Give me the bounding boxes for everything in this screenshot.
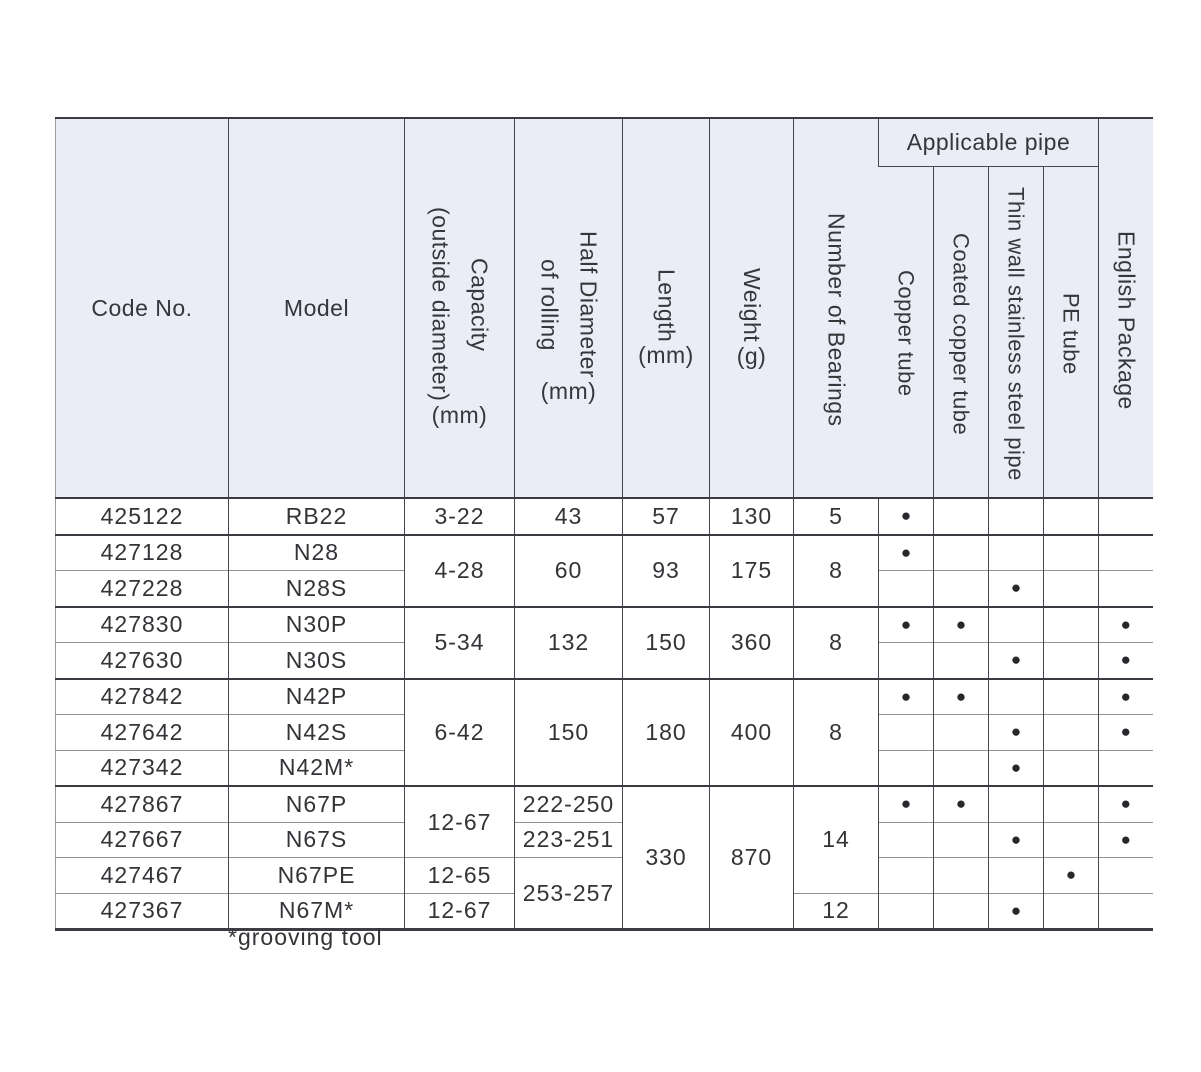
header-capacity: Capacity (outside diameter) (mm) bbox=[405, 118, 515, 498]
cell-pe-dot bbox=[1044, 571, 1099, 607]
cell-bearings: 12 bbox=[794, 893, 879, 930]
cell-code: 427667 bbox=[56, 822, 229, 858]
cell-coated-dot bbox=[934, 822, 989, 858]
cell-pe-dot: ● bbox=[1044, 858, 1099, 894]
header-half-diameter: Half Diameter of rolling (mm) bbox=[515, 118, 623, 498]
cell-coated-dot bbox=[934, 715, 989, 751]
header-english-package: English Package bbox=[1099, 118, 1153, 498]
cell-english-dot: ● bbox=[1099, 679, 1153, 715]
product-spec-table bbox=[55, 117, 1153, 931]
cell-weight: 400 bbox=[710, 679, 794, 787]
table-row bbox=[56, 498, 1153, 535]
spec-table-container bbox=[55, 117, 1152, 931]
cell-length: 330 bbox=[623, 786, 710, 930]
cell-capacity: 4-28 bbox=[405, 535, 515, 607]
cell-thin-dot bbox=[989, 786, 1044, 822]
cell-coated-dot bbox=[934, 893, 989, 930]
cell-coated-dot bbox=[934, 858, 989, 894]
cell-copper-dot bbox=[879, 643, 934, 679]
cell-capacity: 12-67 bbox=[405, 893, 515, 930]
cell-copper-dot: ● bbox=[879, 679, 934, 715]
cell-capacity: 3-22 bbox=[405, 498, 515, 535]
header-bearings: Number of Bearings bbox=[794, 118, 879, 498]
cell-model: N67S bbox=[229, 822, 405, 858]
cell-pe-dot bbox=[1044, 893, 1099, 930]
cell-english-dot: ● bbox=[1099, 607, 1153, 643]
table-row bbox=[56, 679, 1153, 715]
length-unit: (mm) bbox=[638, 342, 694, 369]
cell-code: 427128 bbox=[56, 535, 229, 571]
table-row bbox=[56, 822, 1153, 858]
cell-coated-dot: ● bbox=[934, 679, 989, 715]
cell-copper-dot bbox=[879, 750, 934, 786]
header-code: Code No. bbox=[56, 118, 229, 498]
cell-code: 427642 bbox=[56, 715, 229, 751]
cell-coated-dot bbox=[934, 498, 989, 535]
cell-english-dot: ● bbox=[1099, 822, 1153, 858]
cell-code: 427867 bbox=[56, 786, 229, 822]
cell-copper-dot: ● bbox=[879, 607, 934, 643]
cell-english-dot: ● bbox=[1099, 715, 1153, 751]
cell-weight: 130 bbox=[710, 498, 794, 535]
cell-half-diameter: 43 bbox=[515, 498, 623, 535]
cell-coated-dot bbox=[934, 750, 989, 786]
cell-coated-dot bbox=[934, 571, 989, 607]
cell-pe-dot bbox=[1044, 679, 1099, 715]
table-row bbox=[56, 786, 1153, 822]
cell-capacity: 5-34 bbox=[405, 607, 515, 679]
cell-model: N28 bbox=[229, 535, 405, 571]
weight-unit: (g) bbox=[736, 342, 767, 369]
cell-length: 93 bbox=[623, 535, 710, 607]
cell-thin-dot bbox=[989, 858, 1044, 894]
half-diameter-unit: (mm) bbox=[540, 378, 597, 405]
table-header bbox=[56, 118, 1153, 498]
cell-half-diameter: 60 bbox=[515, 535, 623, 607]
cell-thin-dot: ● bbox=[989, 571, 1044, 607]
cell-thin-dot: ● bbox=[989, 715, 1044, 751]
cell-model: RB22 bbox=[229, 498, 405, 535]
cell-copper-dot bbox=[879, 715, 934, 751]
cell-pe-dot bbox=[1044, 643, 1099, 679]
cell-code: 427342 bbox=[56, 750, 229, 786]
header-weight: Weight (g) bbox=[710, 118, 794, 498]
cell-code: 427630 bbox=[56, 643, 229, 679]
cell-english-dot bbox=[1099, 858, 1153, 894]
cell-model: N67M* bbox=[229, 893, 405, 930]
cell-thin-dot bbox=[989, 679, 1044, 715]
cell-thin-dot: ● bbox=[989, 893, 1044, 930]
cell-english-dot: ● bbox=[1099, 786, 1153, 822]
cell-pe-dot bbox=[1044, 786, 1099, 822]
cell-thin-dot: ● bbox=[989, 822, 1044, 858]
header-coated-copper-tube: Coated copper tube bbox=[934, 166, 989, 498]
cell-code: 427830 bbox=[56, 607, 229, 643]
cell-coated-dot: ● bbox=[934, 786, 989, 822]
cell-copper-dot bbox=[879, 571, 934, 607]
cell-copper-dot: ● bbox=[879, 498, 934, 535]
cell-thin-dot: ● bbox=[989, 750, 1044, 786]
table-row bbox=[56, 607, 1153, 643]
cell-half-diameter: 253-257 bbox=[515, 858, 623, 930]
cell-bearings: 8 bbox=[794, 679, 879, 787]
cell-model: N42P bbox=[229, 679, 405, 715]
cell-pe-dot bbox=[1044, 498, 1099, 535]
cell-pe-dot bbox=[1044, 607, 1099, 643]
cell-copper-dot: ● bbox=[879, 786, 934, 822]
cell-code: 427367 bbox=[56, 893, 229, 930]
cell-length: 57 bbox=[623, 498, 710, 535]
cell-english-dot bbox=[1099, 498, 1153, 535]
cell-bearings: 14 bbox=[794, 786, 879, 893]
cell-capacity: 6-42 bbox=[405, 679, 515, 787]
cell-capacity: 12-67 bbox=[405, 786, 515, 858]
cell-capacity: 12-65 bbox=[405, 858, 515, 894]
cell-code: 427467 bbox=[56, 858, 229, 894]
header-copper-tube: Copper tube bbox=[879, 166, 934, 498]
cell-thin-dot bbox=[989, 498, 1044, 535]
cell-length: 150 bbox=[623, 607, 710, 679]
cell-code: 427842 bbox=[56, 679, 229, 715]
cell-weight: 360 bbox=[710, 607, 794, 679]
cell-thin-dot bbox=[989, 607, 1044, 643]
cell-model: N67PE bbox=[229, 858, 405, 894]
cell-english-dot bbox=[1099, 750, 1153, 786]
cell-thin-dot bbox=[989, 535, 1044, 571]
cell-copper-dot bbox=[879, 822, 934, 858]
header-length: Length (mm) bbox=[623, 118, 710, 498]
cell-weight: 870 bbox=[710, 786, 794, 930]
cell-pe-dot bbox=[1044, 750, 1099, 786]
cell-half-diameter: 132 bbox=[515, 607, 623, 679]
header-row-top bbox=[56, 118, 1153, 166]
cell-coated-dot bbox=[934, 535, 989, 571]
cell-half-diameter: 222-250 bbox=[515, 786, 623, 822]
cell-thin-dot: ● bbox=[989, 643, 1044, 679]
table-row bbox=[56, 535, 1153, 571]
cell-model: N67P bbox=[229, 786, 405, 822]
cell-coated-dot: ● bbox=[934, 607, 989, 643]
header-pe-tube: PE tube bbox=[1044, 166, 1099, 498]
cell-bearings: 8 bbox=[794, 535, 879, 607]
cell-bearings: 5 bbox=[794, 498, 879, 535]
cell-weight: 175 bbox=[710, 535, 794, 607]
cell-length: 180 bbox=[623, 679, 710, 787]
cell-english-dot bbox=[1099, 535, 1153, 571]
header-applicable-pipe: Applicable pipe bbox=[879, 118, 1099, 166]
cell-code: 425122 bbox=[56, 498, 229, 535]
cell-model: N30P bbox=[229, 607, 405, 643]
footnote-grooving-tool: *grooving tool bbox=[228, 924, 383, 950]
cell-english-dot: ● bbox=[1099, 643, 1153, 679]
cell-model: N30S bbox=[229, 643, 405, 679]
cell-english-dot bbox=[1099, 571, 1153, 607]
cell-bearings: 8 bbox=[794, 607, 879, 679]
cell-copper-dot bbox=[879, 858, 934, 894]
cell-english-dot bbox=[1099, 893, 1153, 930]
capacity-unit: (mm) bbox=[431, 401, 488, 428]
cell-model: N42S bbox=[229, 715, 405, 751]
cell-model: N28S bbox=[229, 571, 405, 607]
cell-pe-dot bbox=[1044, 715, 1099, 751]
cell-coated-dot bbox=[934, 643, 989, 679]
cell-code: 427228 bbox=[56, 571, 229, 607]
header-thin-wall-stainless: Thin wall stainless steel pipe bbox=[989, 166, 1044, 498]
cell-pe-dot bbox=[1044, 535, 1099, 571]
cell-pe-dot bbox=[1044, 822, 1099, 858]
cell-copper-dot: ● bbox=[879, 535, 934, 571]
cell-model: N42M* bbox=[229, 750, 405, 786]
table-row bbox=[56, 858, 1153, 894]
table-body bbox=[56, 498, 1153, 930]
cell-half-diameter: 223-251 bbox=[515, 822, 623, 858]
cell-half-diameter: 150 bbox=[515, 679, 623, 787]
cell-copper-dot bbox=[879, 893, 934, 930]
header-model: Model bbox=[229, 118, 405, 498]
